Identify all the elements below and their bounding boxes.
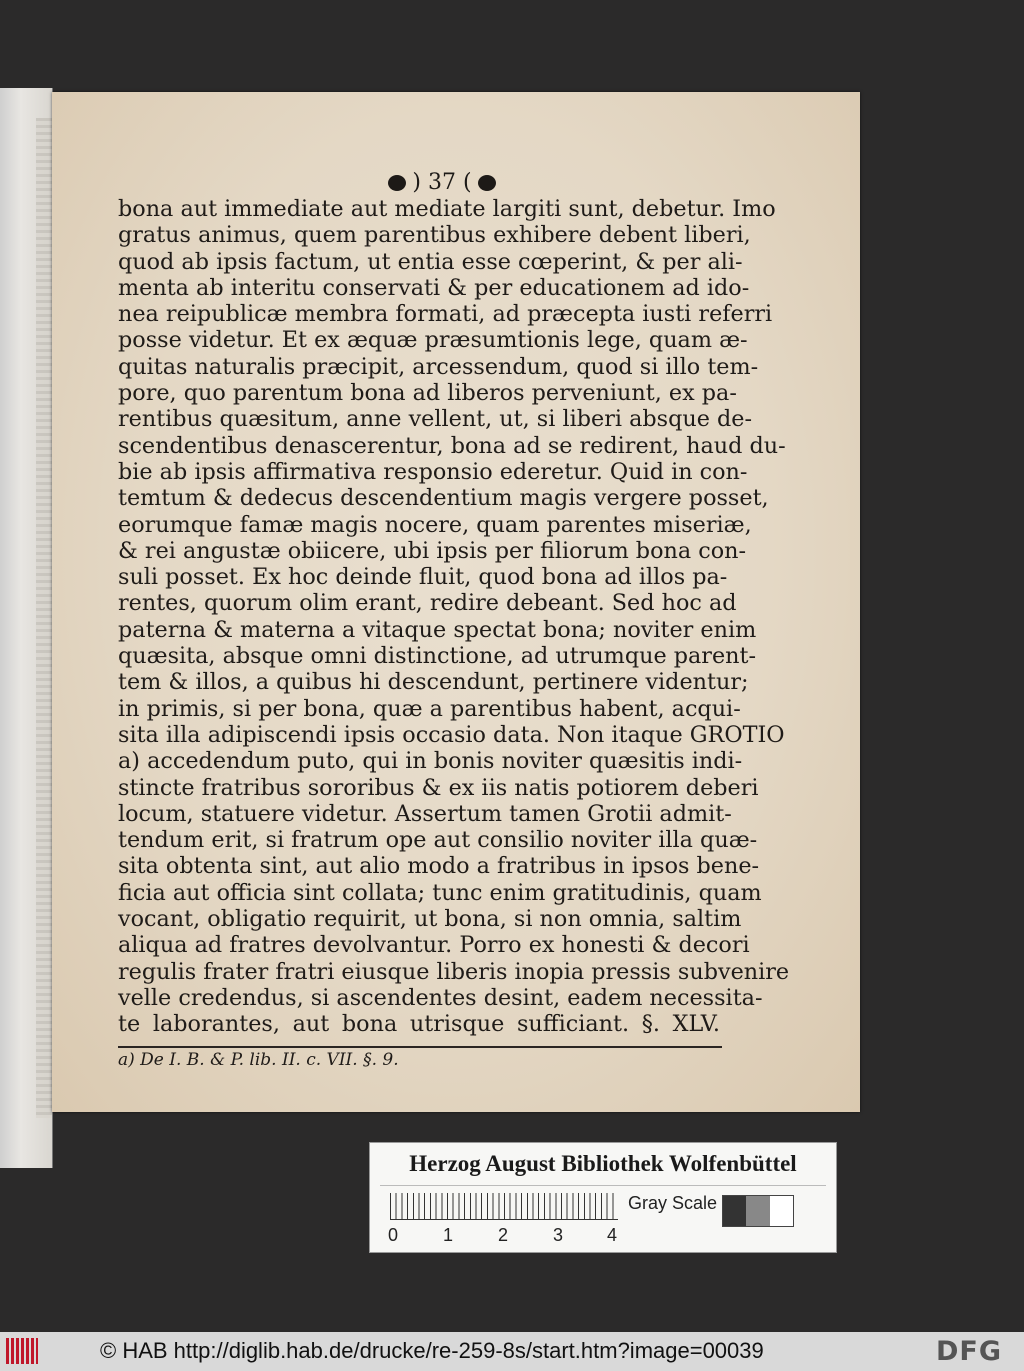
text-line: suli posset. Ex hoc deinde fluit, quod bona ad illos pa- (118, 564, 728, 591)
gray-swatch (770, 1196, 793, 1226)
body-text (118, 196, 790, 1038)
text-line: scendentibus denascerentur, bona ad se redirent, haud du- (118, 432, 786, 459)
text-line: gratus animus, quem parentibus exhibere debent liberi, (118, 222, 751, 249)
book-page (52, 92, 860, 1112)
ruler-number: 0 (388, 1225, 399, 1245)
text-line: posse videtur. Et ex æquæ præsumtionis lege, quam æ- (118, 327, 748, 354)
text-line: aliqua ad fratres devolvantur. Porro ex honesti & decori (118, 932, 750, 959)
text-line: locum, statuere videtur. Assertum tamen Grotii admit- (118, 800, 732, 827)
page-number: ) 37 ( (412, 170, 472, 195)
text-line: tem & illos, a quibus hi descendunt, pertinere videntur; (118, 669, 749, 696)
text-line: a) accedendum puto, qui in bonis noviter quæsitis indi- (118, 748, 743, 775)
card-divider (380, 1185, 826, 1186)
text-line: quæsita, absque omni distinctione, ad utrumque parent- (118, 643, 757, 670)
ruler-number: 1 (443, 1225, 454, 1245)
text-line: in primis, si per bona, quæ a parentibus habent, acqui- (118, 695, 741, 722)
text-line: tendum erit, si fratrum ope aut consilio noviter illa quæ- (118, 827, 758, 854)
gray-swatch (746, 1196, 769, 1226)
gray-swatch (723, 1196, 746, 1226)
text-line: pore, quo parentum bona ad liberos perveniunt, ex pa- (118, 380, 737, 407)
text-line: menta ab interitu conservati & per educationem ad ido- (118, 274, 750, 301)
text-line: eorumque famæ magis nocere, quam parentes miseriæ, (118, 511, 752, 538)
text-line: ficia aut officia sint collata; tunc enim gratitudinis, quam (118, 879, 762, 906)
gray-scale-swatches (722, 1195, 794, 1227)
text-line: regulis frater fratri eiusque liberis inopia pressis subvenire (118, 958, 790, 985)
ruler-number: 3 (553, 1225, 564, 1245)
dfg-logo: DFG (936, 1336, 1003, 1367)
text-line: te laborantes, aut bona utrisque sufficiant. §. XLV. (118, 1011, 720, 1038)
ruler-number: 2 (498, 1225, 509, 1245)
library-card (369, 1142, 837, 1253)
text-line: velle credendus, si ascendentes desint, eadem necessita- (118, 984, 763, 1011)
page-number-header (352, 170, 532, 196)
gray-scale-label: Gray Scale (628, 1193, 718, 1213)
scale-ruler (390, 1193, 618, 1220)
text-line: sita obtenta sint, aut alio modo a fratribus in ipsos bene- (118, 853, 760, 880)
text-line: paterna & materna a vitaque spectat bona; noviter enim (118, 616, 757, 643)
text-line: vocant, obligatio requirit, ut bona, si non omnia, saltim (118, 906, 742, 933)
text-line: bie ab ipsis affirmativa responsio ederetur. Quid in con- (118, 458, 748, 485)
footnote: a) De I. B. & P. lib. II. c. VII. §. 9. (118, 1050, 399, 1070)
library-name: Herzog August Bibliothek Wolfenbüttel (409, 1151, 797, 1176)
text-line: quod ab ipsis factum, ut entia esse cœperint, & per ali- (118, 248, 743, 275)
footer-url[interactable]: © HAB http://diglib.hab.de/drucke/re-259-8s/start.htm?image=00039 (100, 1338, 764, 1363)
text-line: stincte fratribus sororibus & ex iis natis potiorem deberi (118, 774, 759, 801)
text-line: rentes, quorum olim erant, redire debeant. Sed hoc ad (118, 590, 737, 617)
ornament-icon (478, 175, 496, 191)
text-line: nea reipublicæ membra formati, ad præcepta iusti referri (118, 301, 773, 328)
ruler-number: 4 (607, 1225, 618, 1245)
ornament-icon (388, 175, 406, 191)
page-stack-edge (0, 88, 53, 1168)
footnote-rule (118, 1046, 722, 1048)
hab-logo-icon (6, 1338, 38, 1364)
footer-bar (0, 1332, 1024, 1371)
text-line: quitas naturalis præcipit, arcessendum, quod si illo tem- (118, 353, 759, 380)
text-line: bona aut immediate aut mediate largiti sunt, debetur. Imo (118, 196, 776, 222)
text-line: & rei angustæ obiicere, ubi ipsis per filiorum bona con- (118, 537, 747, 564)
text-line: sita illa adipiscendi ipsis occasio data. Non itaque GROTIO (118, 721, 785, 748)
text-line: temtum & dedecus descendentium magis vergere posset, (118, 485, 769, 512)
text-line: rentibus quæsitum, anne vellent, ut, si liberi absque de- (118, 406, 753, 433)
